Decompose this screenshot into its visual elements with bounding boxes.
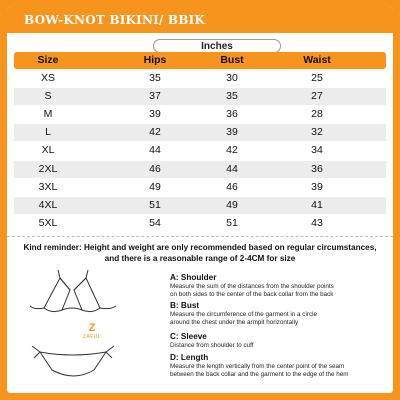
measurement-title: B: Bust [170,301,200,310]
measurement-title: D: Length [170,353,209,362]
measurement-item [170,273,390,299]
header-bust: Bust [220,54,244,66]
size-cell: S [44,90,52,103]
measurement-item [170,353,390,379]
measure-cell: 51 [226,216,238,229]
size-cell: XS [40,72,55,84]
measurement-title: A: Shoulder [170,273,217,282]
brand-mark-icon: Z [88,322,96,334]
measure-cell: 32 [311,126,323,139]
measurement-desc: Distance from shoulder to cuff [170,342,254,349]
measure-cell: 34 [311,144,323,157]
section-divider [7,236,393,237]
measure-cell: 36 [311,162,323,175]
measure-cell: 46 [226,180,238,193]
measurement-desc: between the back collar and the garment to the edge of the hem [170,371,349,378]
measurement-desc: around the chest under the armpit horizontally [170,319,299,326]
measure-cell: 37 [149,90,161,103]
measure-cell: 36 [226,108,238,121]
measure-cell: 49 [149,180,161,193]
size-cell: 4XL [38,198,58,211]
size-cell: M [43,108,53,121]
measure-cell: 44 [226,162,238,175]
measure-cell: 35 [149,72,161,84]
size-cell: L [45,126,51,139]
measure-cell: 39 [226,126,238,139]
measure-cell: 42 [149,126,161,139]
measure-cell: 25 [311,72,323,84]
measure-cell: 39 [311,180,323,193]
size-cell: 5XL [38,216,58,229]
measure-cell: 39 [149,108,161,121]
measure-cell: 42 [226,144,238,157]
measurement-title: C: Sleeve [170,332,207,341]
measure-cell: 49 [226,198,238,211]
size-cell: XL [41,144,55,157]
measurement-desc: Measure the sum of the distances from the shoulder points [170,283,334,290]
measure-cell: 43 [311,216,323,229]
measurement-item [170,301,390,327]
measurement-item [170,332,390,350]
measure-cell: 46 [149,162,161,175]
measure-cell: 54 [149,216,161,229]
header-hips: Hips [143,54,167,66]
measure-cell: 35 [226,90,238,103]
measure-cell: 44 [149,144,161,157]
page-title: BOW-KNOT BIKINI/ BBIK [24,13,206,27]
measure-cell: 28 [311,108,323,121]
brand-name: ZAFUL [82,334,102,340]
measure-cell: 51 [149,198,161,211]
measure-cell: 30 [226,72,238,84]
reminder-line-2: and there is a reasonable range of 2-4CM for size [104,254,296,263]
reminder-line-1: Kind reminder: Height and weight are only recommended based on regular circumstances, [23,243,377,252]
header-waist: Waist [303,54,331,66]
measure-cell: 41 [311,198,323,211]
brand-logo [72,323,112,340]
measurement-desc: Measure the length vertically from the center point of the seam [170,363,345,370]
measure-cell: 27 [311,90,323,103]
measurement-desc: Measure the circumference of the garment in a circle [170,311,317,318]
measurement-desc: on both sides to the center of the back collar from the back [170,291,334,298]
header-size: Size [37,54,59,66]
unit-label: Inches [153,39,281,53]
size-cell: 2XL [38,162,58,175]
size-cell: 3XL [38,180,58,193]
kind-reminder [14,242,386,264]
